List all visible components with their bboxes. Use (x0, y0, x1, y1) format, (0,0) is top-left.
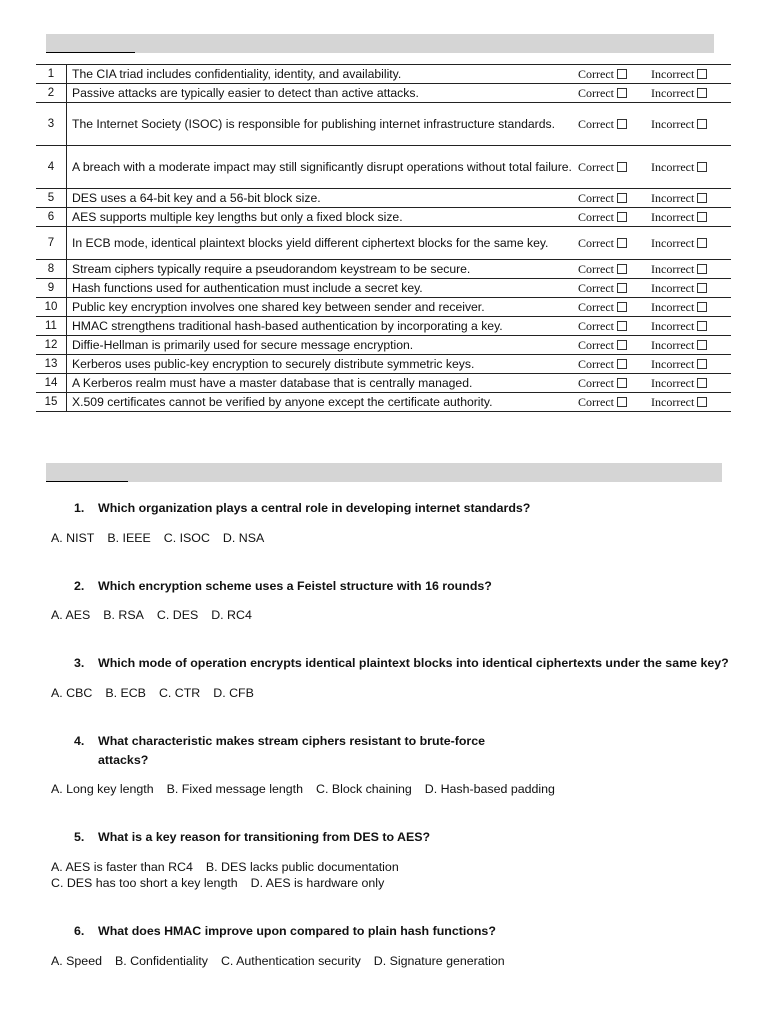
statement-text: Hash functions used for authentication must include a secret key. (67, 279, 579, 298)
statement-row (36, 103, 731, 146)
correct-checkbox[interactable] (617, 238, 627, 248)
answer-options (51, 781, 568, 797)
correct-option[interactable] (578, 260, 651, 279)
correct-checkbox[interactable] (617, 212, 627, 222)
correct-checkbox[interactable] (617, 264, 627, 274)
correct-label: Correct (578, 394, 614, 409)
answer-option[interactable]: B. IEEE (107, 531, 151, 545)
question-stem (74, 654, 738, 673)
incorrect-checkbox[interactable] (697, 69, 707, 79)
statement-text: Passive attacks are typically easier to detect than active attacks. (67, 84, 579, 103)
statement-text: The CIA triad includes confidentiality, identity, and availability. (67, 65, 579, 84)
statement-row (36, 84, 731, 103)
correct-label: Correct (578, 337, 614, 352)
correct-checkbox[interactable] (617, 397, 627, 407)
section-two-title-blank (46, 481, 128, 482)
answer-options (51, 530, 277, 546)
statement-text: Public key encryption involves one shared key between sender and receiver. (67, 298, 579, 317)
incorrect-option[interactable] (651, 279, 731, 298)
incorrect-checkbox[interactable] (697, 238, 707, 248)
correct-checkbox[interactable] (617, 302, 627, 312)
incorrect-label: Incorrect (651, 261, 695, 276)
answer-line (51, 875, 412, 891)
incorrect-checkbox[interactable] (697, 359, 707, 369)
statement-row (36, 317, 731, 336)
statement-text: Stream ciphers typically require a pseudorandom keystream to be secure. (67, 260, 579, 279)
row-number: 12 (36, 336, 67, 355)
incorrect-option[interactable] (651, 189, 731, 208)
section-one-heading-bar (46, 34, 714, 53)
answer-option[interactable]: C. CTR (158, 686, 201, 700)
question-stem (74, 499, 698, 518)
row-number: 9 (36, 279, 67, 298)
correct-option[interactable] (578, 355, 651, 374)
correct-option[interactable] (578, 317, 651, 336)
incorrect-checkbox[interactable] (697, 119, 707, 129)
answer-options (51, 859, 412, 891)
statement-text: In ECB mode, identical plaintext blocks yield different ciphertext blocks for the same key. (67, 227, 579, 260)
correct-checkbox[interactable] (617, 340, 627, 350)
incorrect-option[interactable] (651, 336, 731, 355)
question-stem (74, 922, 698, 941)
correct-checkbox[interactable] (617, 162, 627, 172)
question-number: 3. (74, 656, 85, 670)
incorrect-option[interactable] (651, 374, 731, 393)
answer-option[interactable]: A. Long key length (51, 782, 154, 796)
statement-text: X.509 certificates cannot be verified by anyone except the certificate authority. (67, 393, 579, 412)
correct-label: Correct (578, 280, 614, 295)
correct-checkbox[interactable] (617, 119, 627, 129)
row-number: 14 (36, 374, 67, 393)
incorrect-label: Incorrect (651, 66, 695, 81)
answer-option[interactable]: C. Block chaining (316, 782, 412, 796)
answer-option[interactable]: B. Confidentiality (114, 954, 208, 968)
question-stem (74, 577, 698, 596)
question-number: 6. (74, 924, 85, 938)
statement-text: HMAC strengthens traditional hash-based authentication by incorporating a key. (67, 317, 579, 336)
question-number: 2. (74, 579, 85, 593)
row-number: 7 (36, 227, 67, 260)
statement-row (36, 298, 731, 317)
correct-option[interactable] (578, 65, 651, 84)
correct-label: Correct (578, 66, 614, 81)
statement-row (36, 336, 731, 355)
statement-row (36, 355, 731, 374)
row-number: 15 (36, 393, 67, 412)
incorrect-option[interactable] (651, 317, 731, 336)
statement-text: Kerberos uses public-key encryption to securely distribute symmetric keys. (67, 355, 579, 374)
question-text: What does HMAC improve upon compared to plain hash functions? (98, 924, 496, 938)
question-text: Which organization plays a central role in developing internet standards? (98, 501, 531, 515)
correct-option[interactable] (578, 279, 651, 298)
correct-option[interactable] (578, 103, 651, 146)
incorrect-option[interactable] (651, 146, 731, 189)
section-one-title-blank (46, 52, 135, 53)
row-number: 11 (36, 317, 67, 336)
incorrect-label: Incorrect (651, 159, 695, 174)
statement-row (36, 227, 731, 260)
question-text: What is a key reason for transitioning from DES to AES? (98, 830, 431, 844)
row-number: 13 (36, 355, 67, 374)
answer-option[interactable]: C. ISOC (163, 531, 210, 545)
correct-checkbox[interactable] (617, 283, 627, 293)
section-two-heading-bar (46, 463, 722, 482)
incorrect-label: Incorrect (651, 394, 695, 409)
answer-line (51, 530, 277, 546)
answer-option[interactable]: A. Speed (51, 954, 102, 968)
answer-line (51, 953, 518, 969)
incorrect-option[interactable] (651, 208, 731, 227)
incorrect-checkbox[interactable] (697, 162, 707, 172)
statement-row (36, 208, 731, 227)
correct-label: Correct (578, 190, 614, 205)
question-stem (74, 828, 698, 847)
incorrect-label: Incorrect (651, 337, 695, 352)
correct-checkbox[interactable] (617, 378, 627, 388)
correct-checkbox[interactable] (617, 88, 627, 98)
question-stem (74, 732, 498, 770)
incorrect-label: Incorrect (651, 356, 695, 371)
statement-row (36, 65, 731, 84)
question-text: What characteristic makes stream ciphers resistant to brute-force attacks? (98, 734, 486, 767)
correct-option[interactable] (578, 84, 651, 103)
correct-checkbox[interactable] (617, 359, 627, 369)
incorrect-checkbox[interactable] (697, 264, 707, 274)
true-false-table (36, 64, 731, 412)
incorrect-checkbox[interactable] (697, 378, 707, 388)
answer-option[interactable]: A. AES is faster than RC4 (51, 860, 193, 874)
incorrect-option[interactable] (651, 260, 731, 279)
correct-option[interactable] (578, 336, 651, 355)
correct-option[interactable] (578, 208, 651, 227)
row-number: 3 (36, 103, 67, 146)
row-number: 6 (36, 208, 67, 227)
incorrect-checkbox[interactable] (697, 397, 707, 407)
incorrect-label: Incorrect (651, 85, 695, 100)
incorrect-label: Incorrect (651, 280, 695, 295)
correct-label: Correct (578, 116, 614, 131)
incorrect-option[interactable] (651, 65, 731, 84)
statement-row (36, 189, 731, 208)
correct-label: Correct (578, 375, 614, 390)
answer-option[interactable]: D. Hash-based padding (424, 782, 555, 796)
statement-text: A breach with a moderate impact may still significantly disrupt operations without total failure. (67, 146, 579, 189)
row-number: 10 (36, 298, 67, 317)
correct-label: Correct (578, 209, 614, 224)
incorrect-checkbox[interactable] (697, 340, 707, 350)
correct-label: Correct (578, 235, 614, 250)
incorrect-label: Incorrect (651, 299, 695, 314)
incorrect-checkbox[interactable] (697, 302, 707, 312)
statement-row (36, 260, 731, 279)
correct-label: Correct (578, 261, 614, 276)
answer-option[interactable]: A. CBC (51, 686, 93, 700)
answer-option[interactable]: A. NIST (51, 531, 95, 545)
answer-option[interactable]: C. DES (156, 608, 199, 622)
answer-option[interactable]: D. AES is hardware only (250, 876, 385, 890)
correct-option[interactable] (578, 393, 651, 412)
correct-checkbox[interactable] (617, 69, 627, 79)
incorrect-checkbox[interactable] (697, 193, 707, 203)
answer-option[interactable]: D. Signature generation (373, 954, 505, 968)
correct-label: Correct (578, 85, 614, 100)
statement-row (36, 374, 731, 393)
correct-option[interactable] (578, 298, 651, 317)
incorrect-label: Incorrect (651, 190, 695, 205)
question-number: 4. (74, 734, 85, 748)
row-number: 5 (36, 189, 67, 208)
correct-label: Correct (578, 159, 614, 174)
statement-text: AES supports multiple key lengths but only a fixed block size. (67, 208, 579, 227)
incorrect-option[interactable] (651, 103, 731, 146)
incorrect-label: Incorrect (651, 235, 695, 250)
incorrect-checkbox[interactable] (697, 212, 707, 222)
answer-option[interactable]: D. NSA (222, 531, 265, 545)
statement-text: A Kerberos realm must have a master database that is centrally managed. (67, 374, 579, 393)
question-number: 5. (74, 830, 85, 844)
row-number: 2 (36, 84, 67, 103)
answer-line (51, 781, 568, 797)
incorrect-option[interactable] (651, 355, 731, 374)
incorrect-label: Incorrect (651, 116, 695, 131)
incorrect-option[interactable] (651, 84, 731, 103)
answer-line (51, 685, 267, 701)
answer-option[interactable]: B. RSA (103, 608, 144, 622)
question-text: Which mode of operation encrypts identical plaintext blocks into identical ciphertexts under the same key? (98, 656, 729, 670)
answer-line (51, 859, 412, 875)
correct-option[interactable] (578, 189, 651, 208)
incorrect-option[interactable] (651, 298, 731, 317)
incorrect-option[interactable] (651, 393, 731, 412)
correct-option[interactable] (578, 227, 651, 260)
answer-options (51, 607, 265, 623)
row-number: 4 (36, 146, 67, 189)
statement-text: Diffie-Hellman is primarily used for secure message encryption. (67, 336, 579, 355)
incorrect-label: Incorrect (651, 375, 695, 390)
statement-row (36, 146, 731, 189)
answer-line (51, 607, 265, 623)
statement-row (36, 279, 731, 298)
incorrect-label: Incorrect (651, 318, 695, 333)
answer-option[interactable]: B. Fixed message length (166, 782, 304, 796)
answer-options (51, 953, 518, 969)
row-number: 1 (36, 65, 67, 84)
incorrect-checkbox[interactable] (697, 88, 707, 98)
correct-option[interactable] (578, 374, 651, 393)
incorrect-checkbox[interactable] (697, 321, 707, 331)
incorrect-label: Incorrect (651, 209, 695, 224)
question-number: 1. (74, 501, 85, 515)
incorrect-option[interactable] (651, 227, 731, 260)
statement-text: DES uses a 64-bit key and a 56-bit block size. (67, 189, 579, 208)
incorrect-checkbox[interactable] (697, 283, 707, 293)
answer-option[interactable]: A. AES (51, 608, 91, 622)
statement-row (36, 393, 731, 412)
row-number: 8 (36, 260, 67, 279)
question-text: Which encryption scheme uses a Feistel structure with 16 rounds? (98, 579, 492, 593)
correct-label: Correct (578, 318, 614, 333)
answer-option[interactable]: D. RC4 (211, 608, 252, 622)
correct-label: Correct (578, 356, 614, 371)
correct-label: Correct (578, 299, 614, 314)
correct-checkbox[interactable] (617, 321, 627, 331)
answer-option[interactable]: B. DES lacks public documentation (205, 860, 399, 874)
answer-options (51, 685, 267, 701)
answer-option[interactable]: C. DES has too short a key length (51, 876, 238, 890)
answer-option[interactable]: C. Authentication security (220, 954, 361, 968)
answer-option[interactable]: D. CFB (213, 686, 254, 700)
correct-option[interactable] (578, 146, 651, 189)
answer-option[interactable]: B. ECB (105, 686, 146, 700)
correct-checkbox[interactable] (617, 193, 627, 203)
statement-text: The Internet Society (ISOC) is responsible for publishing internet infrastructure standards. (67, 103, 579, 146)
